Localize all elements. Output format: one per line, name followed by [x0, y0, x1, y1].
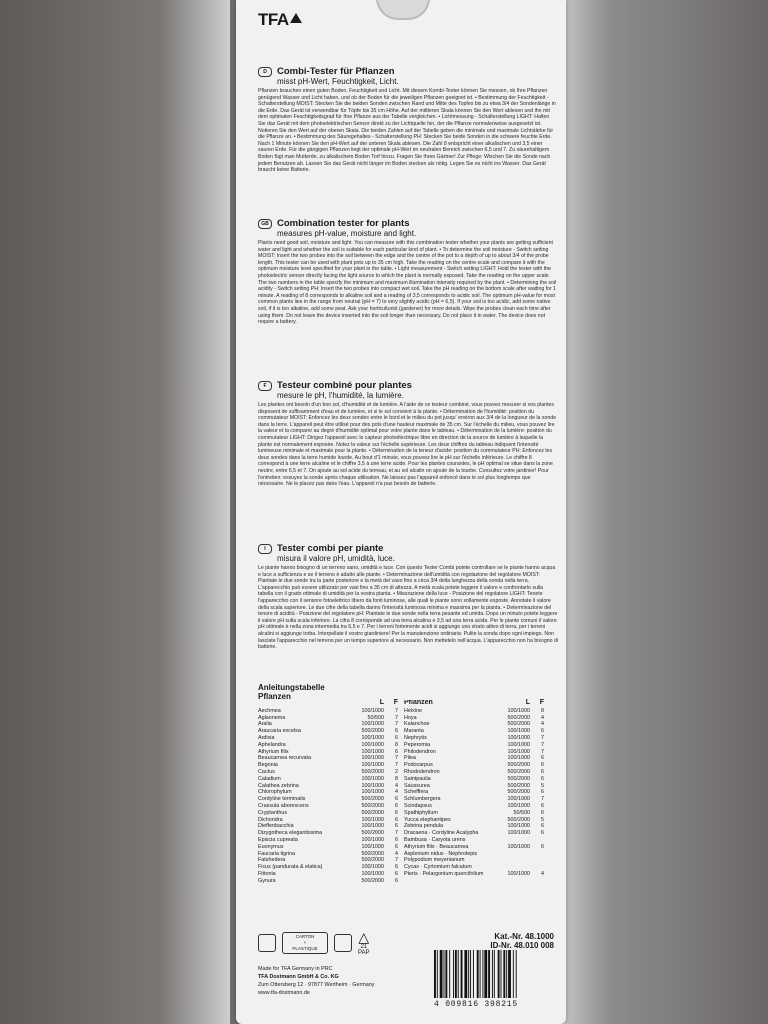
- table-row: [404, 776, 544, 783]
- plant-name: Kalanchoe: [404, 721, 430, 728]
- moisture-value: 8: [541, 707, 544, 714]
- moisture-value: [530, 837, 544, 844]
- moisture-value: [530, 857, 544, 864]
- plant-name: Bambusa · Caryota urens: [404, 836, 466, 843]
- section-subtitle: misura il valore pH, umidità, luce.: [277, 554, 395, 563]
- table-row: [258, 796, 398, 803]
- section-heading: [258, 380, 558, 391]
- table-row: [404, 851, 544, 858]
- col-l-header: L: [379, 699, 384, 706]
- section-subtitle: misst pH-Wert, Feuchtigkeit, Licht.: [277, 77, 399, 86]
- light-value: 100/1000: [361, 789, 384, 796]
- moisture-value: 6: [395, 843, 398, 850]
- col-f-header: F: [539, 699, 544, 706]
- plant-name: Ficus (pandurata & elatica): [258, 864, 323, 871]
- barcode-bar: [437, 950, 438, 998]
- moisture-value: 7: [395, 714, 398, 721]
- table-row: [404, 810, 544, 817]
- barcode-bar: [484, 950, 487, 998]
- plant-name: Fittonia: [258, 870, 276, 877]
- light-value: 500/2000: [507, 775, 530, 782]
- moisture-value: 4: [395, 789, 398, 796]
- section-de: [258, 66, 558, 200]
- barcode-bar: [498, 950, 500, 998]
- light-value: 100/1000: [507, 843, 530, 850]
- carton-plastique-icon: [282, 932, 328, 954]
- plant-name: Scindapsus: [404, 802, 432, 809]
- right-header-label: Pflanzen: [404, 700, 433, 706]
- section-fr: [258, 380, 558, 514]
- plant-name: Nephrytis: [404, 734, 427, 741]
- table-row: [258, 769, 398, 776]
- moisture-value: [530, 864, 544, 871]
- table-row: [258, 728, 398, 735]
- light-value: 500/2000: [507, 782, 530, 789]
- moisture-value: [530, 851, 544, 858]
- moisture-value: 7: [541, 748, 544, 755]
- brand-logo: [258, 10, 302, 30]
- plant-name: Peperomia: [404, 741, 431, 748]
- barcode-bar: [464, 950, 467, 998]
- section-title: Testeur combiné pour plantes: [277, 380, 412, 391]
- plastique-label: PLASTIQUE: [292, 946, 318, 951]
- section-subtitle: measures pH-value, moisture and light.: [277, 229, 417, 238]
- section-body: Le piante hanno bisogno di un terreno sano, umidità e luce. Con questo Tester Combi potete controllare se le piante hanno acqua e luce a sufficienza e se il terreno è adatto alle piante. • Determinazione dell'umidità con regolazione del regolatore MOIST: Piantate le due sonde tra la parte posteriore e la metà del vaso fino a circa 3/4 della lunghezza della sonda nella terra. L'apparecchio può essere utilizzato per vasi fino a 35 cm di altezza. A metà scala potete leggere il valore e confrontarlo sulla tabella con il grado ottimale di umidità per la vostra pianta. • Misurazione della luce - Posizione del regolatore LIGHT: Tenete l'apparecchio con il sensore fotoelettrico libero da fonti luminose, alle quali le piante sono sollamente esposte. Annotate il valore della scala superiore. Le due cifre della tabella danno l'intensità luminosa minima e massima per la pianta. • Determinazione del tenore di acidità - Posizione del regolatore pH: Piantate le due sonde nella terra pesante ed umida. Dopo un minuto potete leggere il valore pH sulla scala inferiore. La cifra 8 corrisponde ad una terra alcalina e 3,5 ad una terra acida. Per le piante comuni il valore pH ottimale è nella zona intermedia tra 6,5 e 7. Per i terreni fortemente acidi si aggiunge uno strato attivo di terra, per i terreni alcalini si aggiunge torba. Interpellate il vostro giardiniere! Per la manutenzione ordinaria: Pulite la sonda dopo ogni impiego. Non lasciate l'apparecchio nel terreno per un tempo superiore al necessario. Non mettetelo nell'acqua. L'apparecchio non ha bisogno di batterie.: [258, 565, 558, 651]
- barcode-digits: 4 009816 398215: [434, 1000, 519, 1009]
- moisture-value: 7: [395, 762, 398, 769]
- light-value: 100/1000: [507, 748, 530, 755]
- plant-name: Begonia: [258, 762, 278, 769]
- light-value: 50/500: [513, 809, 530, 816]
- barcode-bar: [449, 950, 450, 998]
- table-row: [404, 817, 544, 824]
- barcode-bar: [480, 950, 481, 998]
- plant-name: Saussurea: [404, 782, 430, 789]
- table-row: [404, 796, 544, 803]
- plant-name: Athyrium filix · Beaucarnea: [404, 843, 469, 850]
- light-value: 100/1000: [507, 796, 530, 803]
- table-row: [404, 837, 544, 844]
- plant-name: Rhododendron: [404, 768, 440, 775]
- moisture-value: 6: [541, 762, 544, 769]
- light-value: [494, 864, 530, 871]
- plant-name: Gynura: [258, 877, 276, 884]
- table-row: [258, 762, 398, 769]
- moisture-value: 6: [541, 768, 544, 775]
- plant-name: Podocarpus: [404, 762, 433, 769]
- table-row: [258, 878, 398, 885]
- light-value: 500/2000: [361, 796, 384, 803]
- moisture-value: 7: [395, 755, 398, 762]
- col-f-header: F: [393, 699, 398, 706]
- language-badge: GB: [258, 219, 272, 229]
- plant-name: Chlorophytum: [258, 789, 292, 796]
- table-row: [258, 823, 398, 830]
- light-value: [494, 837, 530, 844]
- light-value: 100/1000: [361, 721, 384, 728]
- barcode-bar: [470, 950, 471, 998]
- table-row: [258, 783, 398, 790]
- manufacturer-address: [258, 965, 374, 997]
- moisture-value: 6: [395, 870, 398, 877]
- light-value: 500/2000: [361, 877, 384, 884]
- brand-text: TFA: [258, 10, 289, 29]
- plant-name: Yucca elephantipes: [404, 816, 451, 823]
- light-value: 100/1000: [361, 823, 384, 830]
- table-header: [258, 700, 398, 707]
- moisture-value: 7: [541, 796, 544, 803]
- plant-name: Schefflera: [404, 789, 429, 796]
- light-value: 100/1000: [361, 816, 384, 823]
- plant-name: Episcia cupreata: [258, 836, 298, 843]
- moisture-value: 4: [541, 721, 544, 728]
- barcode-bar: [506, 950, 507, 998]
- table-row: [404, 708, 544, 715]
- pap-recycle-icon: [358, 930, 370, 956]
- moisture-value: 6: [541, 755, 544, 762]
- plant-name: Zebrina pendula: [404, 823, 443, 830]
- light-value: 500/2000: [361, 768, 384, 775]
- section-it: [258, 543, 558, 677]
- table-row: [404, 721, 544, 728]
- company-name: TFA Dostmann GmbH & Co. KG: [258, 974, 339, 980]
- table-row: [258, 830, 398, 837]
- moisture-value: 6: [541, 823, 544, 830]
- plant-name: Spathiphyllum: [404, 809, 438, 816]
- table-title-line2: Pflanzen: [258, 692, 291, 701]
- table-row: [258, 817, 398, 824]
- table-row: [258, 735, 398, 742]
- light-value: 500/2000: [361, 809, 384, 816]
- section-body: Plants need good soil, moisture and light. You can measure with this combination tester whether your plants are getting sufficient water and light and whether the soil is suitable for each particular kind of plant. • To determine the soil moisture - Switch setting MOIST: Insert the two probes into the soil between the edge and the centre of the pot to a depth of up to about 3/4 of the probe length. This tester can be used with plant pots up to 35 cm high. Take the reading on the centre scale and compare it with the optimum moisture level specified for your plant in the table. • Light measurement - Switch setting LIGHT: Hold the tester with the photoelectric sensor directly facing the light source to which the plant is normally exposed. Take the reading on the upper scale. The two numbers in the table specify the minimum and maximum illumination intensity required by the plant. • Determining the soil acidity - Switch setting PH: Insert the two probes into compact wet soil. Take the pH reading on the bottom scale after waiting for 1 minute. A reading of 8 corresponds to alkaline soil and a reading of 3,5 corresponds to acidic soil. The optimum pH-value for most common plants lies in the range from neutral (pH = 7) to very slightly acidic (pH = 6,5). If your soil is too acidic, add some native soil, if it is too alkaline, add some peat. Ask your horticulturist (gardener) for more details. Wipe the probes clean each time after using them. Do not leave the device inserted into the soil longer than necessary. Do not place it in water. The device does not require a battery.: [258, 240, 557, 326]
- plant-name: Beaucarnea recurvata: [258, 755, 312, 762]
- moisture-value: 6: [395, 823, 398, 830]
- plant-name: Aglaonema: [258, 714, 286, 721]
- plant-name: Cryptanthus: [258, 809, 288, 816]
- moisture-value: 6: [541, 830, 544, 837]
- section-gb: [258, 218, 558, 352]
- barcode-bar: [482, 950, 483, 998]
- moisture-value: 8: [395, 741, 398, 748]
- moisture-value: 6: [395, 734, 398, 741]
- moisture-value: 6: [541, 789, 544, 796]
- plant-name: Helxine: [404, 707, 422, 714]
- barcode-bar: [455, 950, 457, 998]
- table-title-line1: Anleitungstabelle: [258, 683, 325, 692]
- barcode-bar: [445, 950, 447, 998]
- table-row: [258, 844, 398, 851]
- light-value: 100/1000: [507, 741, 530, 748]
- moisture-value: 7: [541, 741, 544, 748]
- light-value: 500/2000: [361, 830, 384, 837]
- logo-triangle-icon: [290, 13, 302, 23]
- plant-name: Saintpaulia: [404, 775, 431, 782]
- table-row: [258, 810, 398, 817]
- light-value: 500/2000: [361, 802, 384, 809]
- light-value: 500/2000: [507, 721, 530, 728]
- moisture-value: 6: [395, 796, 398, 803]
- barcode-bar: [458, 950, 459, 998]
- section-subtitle: mesure le pH, l'humidité, la lumière.: [277, 391, 404, 400]
- table-row: [258, 742, 398, 749]
- kat-nr: Kat.-Nr. 48.1000: [494, 932, 554, 941]
- light-value: 100/1000: [361, 836, 384, 843]
- moisture-value: 4: [395, 850, 398, 857]
- table-title: [258, 683, 325, 701]
- moisture-value: 6: [395, 809, 398, 816]
- trash-bin-icon: [334, 934, 352, 952]
- plant-name: Dichondra: [258, 816, 283, 823]
- table-row: [404, 789, 544, 796]
- moisture-value: 5: [541, 782, 544, 789]
- plant-name: Pilea: [404, 755, 416, 762]
- plant-name: Fatshedera: [258, 857, 286, 864]
- light-value: 500/2000: [361, 850, 384, 857]
- barcode-bar: [501, 950, 502, 998]
- light-value: 500/2000: [507, 714, 530, 721]
- moisture-value: 4: [541, 870, 544, 877]
- website-text: www.tfa-dostmann.de: [258, 990, 310, 996]
- moisture-value: 6: [395, 802, 398, 809]
- recycle-triangle-icon: △: [358, 929, 370, 945]
- plant-name: Cordyline terminalis: [258, 796, 306, 803]
- table-row: [404, 769, 544, 776]
- plant-name: Pteris · Pelargonium quercifolium: [404, 870, 484, 877]
- light-value: 100/1000: [507, 823, 530, 830]
- barcode-bar: [444, 950, 445, 998]
- table-row: [258, 721, 398, 728]
- table-row: [258, 871, 398, 878]
- barcode-bar: [473, 950, 474, 998]
- moisture-value: 7: [395, 857, 398, 864]
- moisture-value: 6: [541, 809, 544, 816]
- plant-name: Aphelandra: [258, 741, 286, 748]
- tri-recycle-icon: [258, 934, 276, 952]
- light-value: 100/1000: [507, 802, 530, 809]
- plant-name: Euonymus: [258, 843, 284, 850]
- table-row: [404, 803, 544, 810]
- table-row: [258, 789, 398, 796]
- light-value: 500/2000: [507, 789, 530, 796]
- plant-name: Calathea zebrina: [258, 782, 299, 789]
- plant-name: Asplenium nidus · Nephrolepis: [404, 850, 478, 857]
- light-value: 100/1000: [361, 775, 384, 782]
- table-row: [404, 742, 544, 749]
- table-row: [258, 864, 398, 871]
- light-value: [494, 851, 530, 858]
- table-rows: [258, 708, 398, 885]
- table-row: [258, 803, 398, 810]
- table-rows: [404, 708, 544, 878]
- plant-table-left: [258, 700, 398, 885]
- light-value: 500/2000: [507, 762, 530, 769]
- table-row: [404, 762, 544, 769]
- language-badge: F: [258, 381, 272, 391]
- moisture-value: 6: [395, 748, 398, 755]
- table-row: [404, 728, 544, 735]
- barcode-bar: [453, 950, 454, 998]
- plant-name: Maranta: [404, 728, 424, 735]
- barcode-bar: [494, 950, 495, 998]
- moisture-value: 6: [395, 728, 398, 735]
- moisture-value: 6: [541, 802, 544, 809]
- table-row: [404, 735, 544, 742]
- recycle-label: PAP: [358, 950, 370, 956]
- moisture-value: 4: [541, 714, 544, 721]
- background-right: [558, 0, 768, 1024]
- moisture-value: 7: [395, 707, 398, 714]
- plant-name: Aralia: [258, 721, 272, 728]
- article-numbers: [490, 932, 554, 950]
- light-value: 100/1000: [361, 864, 384, 871]
- light-value: 100/1000: [361, 748, 384, 755]
- barcode-bar: [477, 950, 479, 998]
- light-value: 100/1000: [507, 830, 530, 837]
- light-value: 100/1000: [361, 782, 384, 789]
- plant-table-right: [404, 700, 544, 878]
- light-value: 100/1000: [507, 707, 530, 714]
- section-title: Combi-Tester für Pflanzen: [277, 66, 395, 77]
- background-left: [0, 0, 230, 1024]
- made-for-text: Made for TFA Germany in PRC: [258, 966, 333, 972]
- moisture-value: 7: [541, 734, 544, 741]
- light-value: 100/1000: [361, 762, 384, 769]
- light-value: 100/1000: [361, 870, 384, 877]
- light-value: [494, 857, 530, 864]
- plant-name: Dieffenbacchia: [258, 823, 294, 830]
- plant-name: Hoya: [404, 714, 417, 721]
- plant-name: Caladium: [258, 775, 281, 782]
- light-value: 500/2000: [507, 768, 530, 775]
- light-value: 500/2000: [361, 728, 384, 735]
- light-value: 100/1000: [361, 734, 384, 741]
- light-value: 100/1000: [507, 734, 530, 741]
- barcode-bar: [488, 950, 490, 998]
- language-badge: D: [258, 67, 272, 77]
- moisture-value: 6: [395, 836, 398, 843]
- plant-name: Polypodium meyenianum: [404, 857, 465, 864]
- table-row: [258, 708, 398, 715]
- table-row: [258, 776, 398, 783]
- address-text: Zum Ottersberg 12 · 97877 Wertheim · Germany: [258, 982, 375, 988]
- barcode-bar: [492, 950, 493, 998]
- barcode-bar: [434, 950, 436, 998]
- table-row: [258, 755, 398, 762]
- plant-name: Araucaria excelsa: [258, 728, 301, 735]
- carton-plus: +: [303, 940, 307, 945]
- light-value: 100/1000: [361, 755, 384, 762]
- table-row: [404, 857, 544, 864]
- moisture-value: 6: [541, 843, 544, 850]
- col-l-header: L: [525, 699, 530, 706]
- table-row: [404, 830, 544, 837]
- plant-name: Athyrium filix: [258, 748, 289, 755]
- section-heading: [258, 66, 558, 77]
- light-value: 500/2000: [507, 816, 530, 823]
- section-title: Tester combi per piante: [277, 543, 384, 554]
- light-value: 100/1000: [507, 755, 530, 762]
- barcode-bar: [440, 950, 443, 998]
- table-row: [258, 837, 398, 844]
- table-row: [404, 823, 544, 830]
- hang-tab: [376, 0, 430, 20]
- table-row: [404, 749, 544, 756]
- moisture-value: 7: [395, 830, 398, 837]
- plant-name: Philodendron: [404, 748, 436, 755]
- moisture-value: 6: [395, 877, 398, 884]
- table-header: [404, 700, 544, 707]
- moisture-value: 6: [541, 728, 544, 735]
- barcode-bar: [516, 950, 517, 998]
- recycling-icons: [258, 930, 370, 956]
- carton-label: CARTON: [295, 934, 315, 939]
- plant-name: Crassula aborescens: [258, 802, 309, 809]
- plant-name: Faucaria tigrina: [258, 850, 296, 857]
- section-heading: [258, 543, 558, 554]
- moisture-value: 6: [541, 775, 544, 782]
- moisture-value: 6: [395, 864, 398, 871]
- barcode-bar: [503, 950, 505, 998]
- light-value: 100/1000: [361, 741, 384, 748]
- table-row: [404, 844, 544, 851]
- table-row: [404, 783, 544, 790]
- plant-name: Cycas · Cyrtomium falcatum: [404, 864, 472, 871]
- plant-name: Dizygotheca elegantissima: [258, 830, 323, 837]
- section-body: Les plantes ont besoin d'un bon sol, d'humidité et de lumière. A l'aide de ce testeur combiné, vous pouvez mesurer si vos plantes disposent de suffisamment d'eau et de lumière, et si le sol convient à la plante. • Détermination de l'humidité: position du commutateur MOIST: Enfoncez les deux sondes entre le bord et le milieu du pot jusqu' environ aux 3/4 de la longueur de la sonde dans la terre. L'appareil peut être utilisé pour des pots d'une hauteur maximale de 35 cm. Sur l'échelle du milieu, vous pouvez lire la valeur et la comparer au degré d'humidité optimal pour votre plante dans le tableau. • Détermination de la lumière: position du commutateur LIGHT: Dirigez l'appareil avec le capteur photoélectrique libre en direction de la source de lumière à laquelle la plante est normalement exposée. Notez la valeur sur l'échelle supérieure. Les deux chiffres du tableau indiquent l'intensité lumineuse minimale et maximale pour la plante. • Détermination de la teneur d'acide: position du commutateur PH: Enfoncez les deux sondes dans la terre humide lourde. Au bout d'1 minute, vous pouvez lire le pH sur l'échelle inférieure. Le chiffre 8 correspond à une terre alcaline et le chiffre 3,5 à une terre acide. Pour les plantes courantes, le pH optimal se situe dans la zone neutre, entre 6,5 et 7. On ajoute au sol acide du terreau, et au sol alcalin on ajoute de la tourbe. Consultez votre jardinier! Pour l'entretien: essuyez la sonde après chaque utilisation. Ne laissez pas l'appareil enfoncé dans le sol plus longtemps que nécessaire. Ne le placez pas dans l'eau. L'appareil n'a pas besoin de batterie.: [258, 402, 557, 488]
- barcode-bar: [468, 950, 469, 998]
- table-row: [258, 857, 398, 864]
- barcode-bar: [508, 950, 511, 998]
- barcode-bar: [513, 950, 514, 998]
- table-row: [258, 851, 398, 858]
- language-badge: I: [258, 544, 272, 554]
- table-row: [258, 715, 398, 722]
- section-body: Pflanzen brauchen einen guten Boden, Feuchtigkeit und Licht. Mit diesem Kombi-Tester können Sie messen, ob Ihre Pflanzen genügend Wasser und Licht haben, und ob der Boden für die jeweiligen Pflanzen geeignet ist. • Bestimmung der Feuchtigkeit - Schalterstellung MOIST: Stecken Sie die beiden Sonden zwischen Rand und Mitte des Topfes bis zu etwa 3/4 der Sondenlänge in die Erde. Das Gerät ist verwendbar für Töpfe bis 35 cm Höhe. Auf der mittleren Skala können Sie den Wert ablesen und ihn mit dem optimalen Feuchtigkeitsgrad für Ihre Pflanze aus der Tabelle vergleichen. • Lichtmessung - Schalterstellung LIGHT: Halten Sie das Gerät mit dem photoelektrischen Sensor direkt zu der Lichtquelle hin, der die Pflanze normalerweise ausgesetzt ist. Notieren Sie den Wert auf der oberen Skala. Die beiden Zahlen auf der Tabelle geben die minimale und maximale Lichtstärke für die Pflanze an. • Bestimmung des Säuregehaltes - Schalterstellung PH: Stecken Sie beide Sonden in die schwere feuchte Erde. Nach 1 Minute können Sie den pH-Wert auf der unteren Skala ablesen. Die Zahl 8 entspricht einer alkalischen und 3,5 einer sauren Erde. Für die gängigen Pflanzen liegt der optimale pH-Wert im neutralen Bereich zwischen 6,5 und 7. Zu säurehaltigem Boden fügt man Mutterde, zu alkalischem Boden Torf hinzu. Fragen Sie Ihren Gärtner! Zur Pflege: Wischen Sie die Sonde nach jedem Benutzen ab. Lassen Sie das Gerät nicht länger im Boden stecken als nötig. Legen Sie es nicht ins Wasser. Das Gerät braucht keine Batterie.: [258, 88, 556, 174]
- moisture-value: 7: [395, 721, 398, 728]
- section-heading: [258, 218, 558, 229]
- light-value: 100/1000: [507, 728, 530, 735]
- recycle-number: 21: [360, 944, 368, 950]
- plant-name: Dracaena · Cordyline Acalypha: [404, 830, 479, 837]
- table-row: [258, 749, 398, 756]
- light-value: 100/1000: [507, 870, 530, 877]
- id-nr: ID-Nr. 48.010 008: [490, 941, 554, 950]
- plant-name: Ardisia: [258, 734, 275, 741]
- plant-name: Schlumbergera: [404, 796, 441, 803]
- moisture-value: 5: [541, 816, 544, 823]
- light-value: 50/500: [367, 714, 384, 721]
- moisture-value: 4: [395, 782, 398, 789]
- barcode-icon: [432, 950, 556, 1000]
- table-row: [404, 715, 544, 722]
- table-row: [404, 871, 544, 878]
- light-value: 100/1000: [361, 843, 384, 850]
- moisture-value: 2: [395, 768, 398, 775]
- table-row: [404, 755, 544, 762]
- plant-name: Aechmea: [258, 707, 281, 714]
- light-value: 100/1000: [361, 707, 384, 714]
- table-row: [404, 864, 544, 871]
- section-title: Combination tester for plants: [277, 218, 410, 229]
- moisture-value: 6: [395, 816, 398, 823]
- plant-name: Cactus: [258, 768, 275, 775]
- packaging-card: [236, 0, 566, 1024]
- light-value: 500/2000: [361, 857, 384, 864]
- barcode-bar: [461, 950, 463, 998]
- moisture-value: 8: [395, 775, 398, 782]
